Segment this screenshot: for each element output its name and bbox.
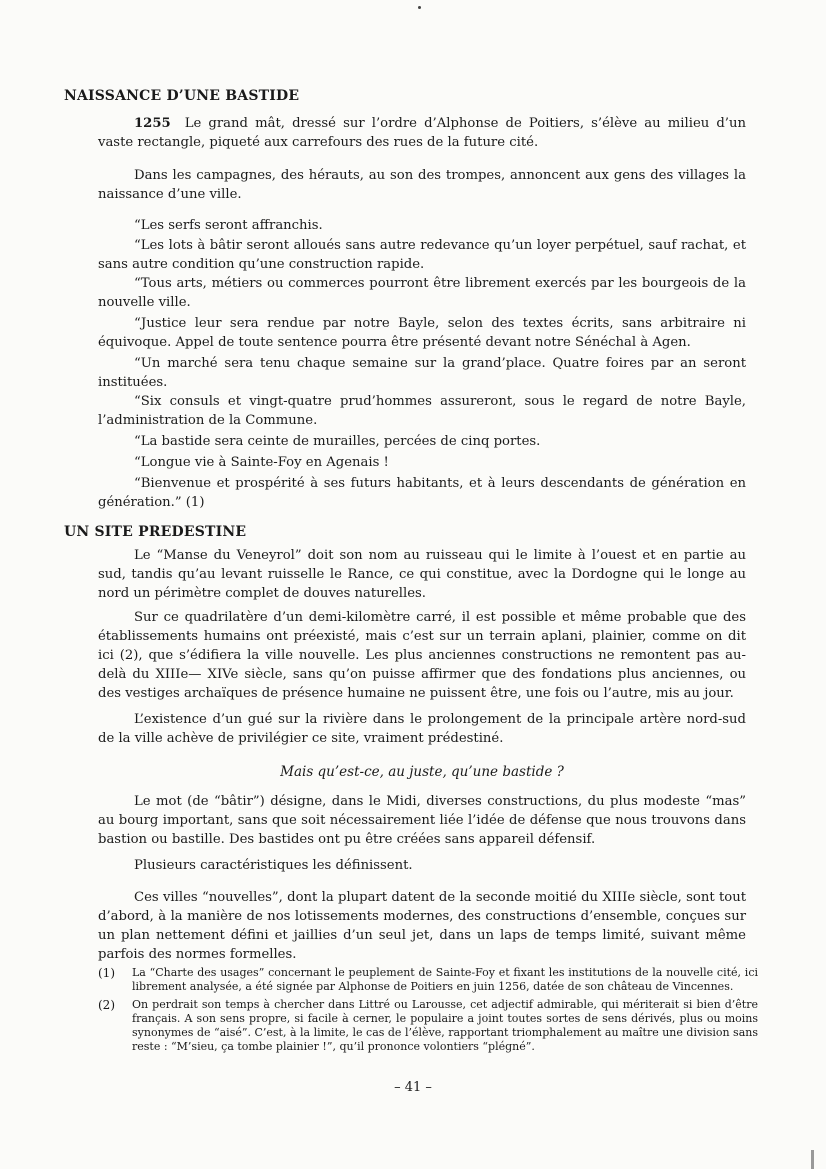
quote-longue-vie: “Longue vie à Sainte-Foy en Agenais !: [134, 455, 389, 470]
footnote-2: [98, 998, 758, 1054]
quote-murailles: “La bastide sera ceinte de murailles, percées de cinq portes.: [134, 434, 541, 449]
quote-serfs: “Les serfs seront affranchis.: [134, 218, 323, 233]
page-number: – 41 –: [394, 1080, 432, 1095]
quote-justice: “Justice leur sera rendue par notre Bayle, selon des textes écrits, sans arbitraire ni équivoque. Appel de toute sentence pourra être présenté devant notre Sénéchal à Agen.: [98, 316, 746, 350]
paragraph-herauts: Dans les campagnes, des hérauts, au son des trompes, annoncent aux gens des villages la naissance d’une ville.: [98, 168, 746, 202]
page-edge-mark: [811, 1150, 814, 1169]
paragraph-mot: Le mot (de “bâtir”) désigne, dans le Midi, diverses constructions, du plus modeste “mas” au bourg important, sans que soit nécessairement liée l’idée de défense que nous trouvons dans bastion ou bastille. Des bastides ont pu être créées sans appareil défensif.: [98, 794, 746, 847]
quote-arts: “Tous arts, métiers ou commerces pourront être librement exercés par les bourgeois de la nouvelle ville.: [98, 276, 746, 310]
footnotes: [98, 966, 758, 1058]
quote-lots: “Les lots à bâtir seront alloués sans autre redevance qu’un loyer perpétuel, sauf rachat, et sans autre condition qu’une construction rapide.: [98, 238, 746, 272]
paragraph-1255: [98, 114, 746, 152]
subtitle-question: Mais qu’est-ce, au juste, qu’une bastide ?: [280, 764, 564, 780]
footnote-text: On perdrait son temps à chercher dans Littré ou Larousse, cet adjectif admirable, qui mériterait si bien d’être français. A son sens propre, si facile à cerner, le populaire a joint toutes sortes de sens dérivés, plus ou moins synonymes de “aisé”. C’est, à la limite, le cas de l’élève, rapportant triomphalement au maître une division sans reste : “M’sieu, ça tombe plainier !”, qu’il prononce volontiers “plégné”.: [132, 998, 758, 1053]
speck-mark: [418, 6, 421, 9]
paragraph-text: Le grand mât, dressé sur l’ordre d’Alphonse de Poitiers, s’élève au milieu d’un vaste rectangle, piqueté aux carrefours des rues de la future cité.: [98, 116, 746, 150]
footnote-1: [98, 966, 758, 994]
year-label: 1255: [134, 116, 171, 131]
footnote-text: La “Charte des usages” concernant le peuplement de Sainte-Foy et fixant les institutions de la nouvelle cité, ici librement analysée, a été signée par Alphonse de Poitiers en juin 1256, datée de son château de Vincennes.: [132, 966, 758, 993]
paragraph-quadrilatere: Sur ce quadrilatère d’un demi-kilomètre carré, il est possible et même probable que des établissements humains ont préexisté, mais c’est sur un terrain aplani, plainier, comme on dit ici (2), que s’édifiera la ville nouvelle. Les plus anciennes constructions ne remontent pas au-delà du XIIIe— XIVe siècle, sans qu’on puisse affirmer que des fondations plus anciennes, ou des vestiges archaïques de présence humaine ne puissent être, une fois ou l’autre, mis au jour.: [98, 610, 746, 701]
section-title-naissance: NAISSANCE D’UNE BASTIDE: [64, 88, 300, 104]
paragraph-villes: Ces villes “nouvelles”, dont la plupart datent de la seconde moitié du XIIIe siècle, sont tout d’abord, à la manière de nos lotissements modernes, des constructions d’ensemble, conçues sur un plan nettement défini et jaillies d’un seul jet, dans un laps de temps limité, suivant même parfois des normes formelles.: [98, 890, 746, 962]
quote-consuls: “Six consuls et vingt-quatre prud’hommes assureront, sous le regard de notre Bayle, l’administration de la Commune.: [98, 394, 746, 428]
quote-bienvenue: “Bienvenue et prospérité à ses futurs habitants, et à leurs descendants de génération en génération.” (1): [98, 476, 746, 510]
quote-marche: “Un marché sera tenu chaque semaine sur la grand’place. Quatre foires par an seront instituées.: [98, 356, 746, 390]
paragraph-caracteristiques: Plusieurs caractéristiques les définissent.: [134, 858, 413, 873]
section-title-site: UN SITE PREDESTINE: [64, 524, 247, 540]
footnote-number: (2): [98, 998, 115, 1012]
paragraph-manse: Le “Manse du Veneyrol” doit son nom au ruisseau qui le limite à l’ouest et en partie au sud, tandis qu’au levant ruisselle le Rance, ce qui constitue, avec la Dordogne qui le longe au nord un périmètre complet de douves naturelles.: [98, 548, 746, 601]
paragraph-gue: L’existence d’un gué sur la rivière dans le prolongement de la principale artère nord-sud de la ville achève de privilégier ce site, vraiment prédestiné.: [98, 712, 746, 746]
footnote-number: (1): [98, 966, 115, 980]
